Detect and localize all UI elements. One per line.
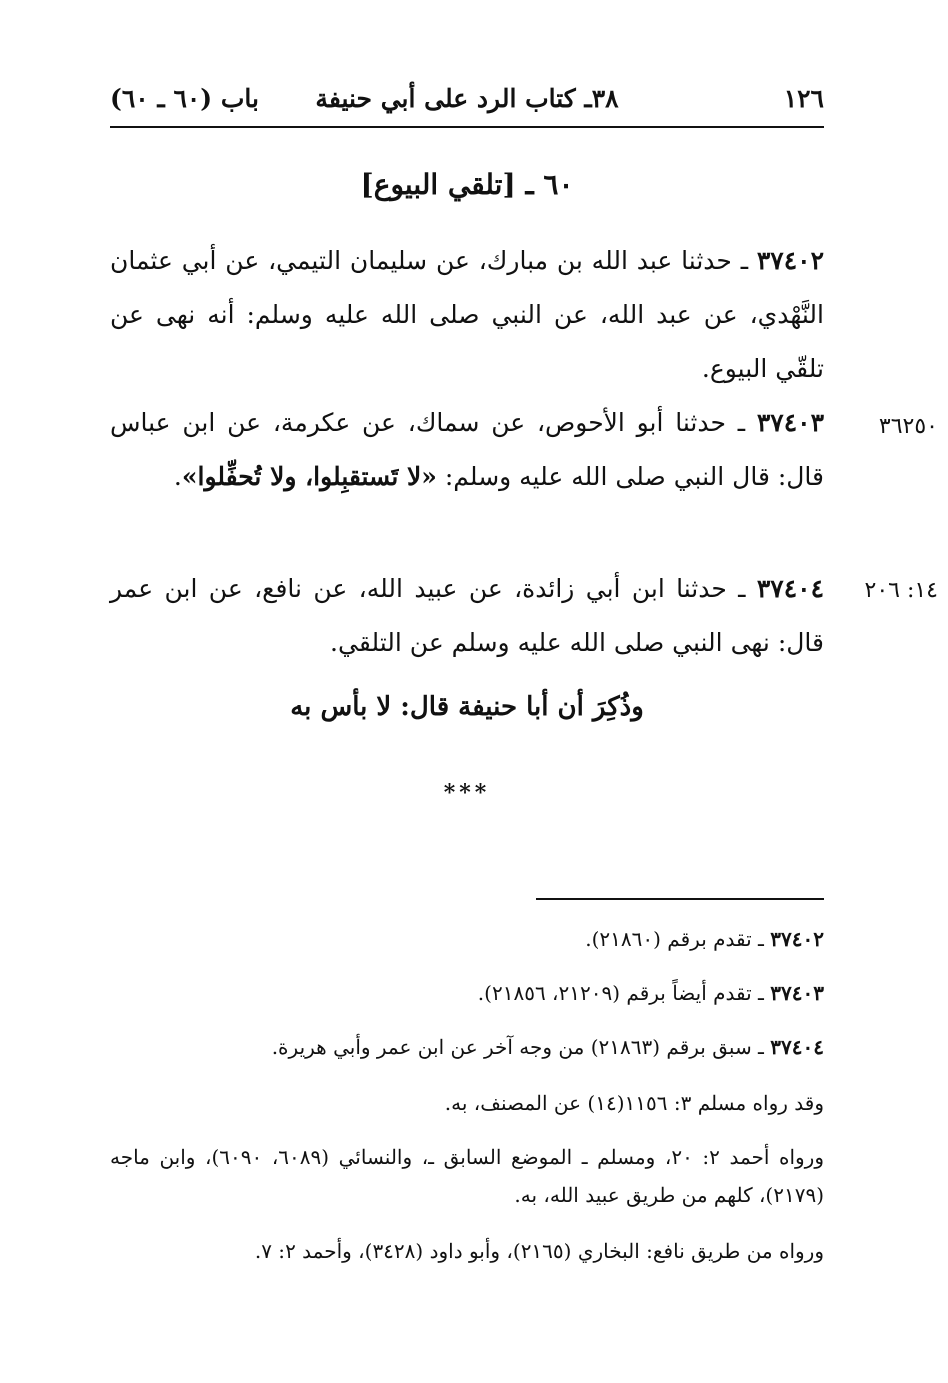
hadith-quote: «لا تَستقبِلوا، ولا تُحفِّلوا» [181,462,437,491]
section-separator: *** [443,780,491,806]
footnote-text: تقدم أيضاً برقم (٢١٢٠٩، ٢١٨٥٦). [477,981,752,1005]
footnote [110,1028,824,1066]
footnote-text: سبق برقم (٢١٨٦٣) من وجه آخر عن ابن عمر وأبي هريرة. [271,1035,752,1059]
hadith-text: حدثنا ابن أبي زائدة، عن عبيد الله، عن نافع، عن ابن عمر قال: نهى النبي صلى الله عليه وسلم عن التلقي. [110,574,824,657]
hadith-number: ٣٧٤٠٢ [756,246,825,275]
page-number: ١٢٦ [783,84,824,113]
margin-reference: ٣٦٢٥٠ [878,414,938,439]
footnote [110,920,824,958]
hadith-number: ٣٧٤٠٤ [756,574,825,603]
footnote-text: تقدم برقم (٢١٨٦٠). [585,927,752,951]
footnote-text: وقد رواه مسلم ٣: ١١٥٦(١٤) عن المصنف، به. [444,1091,824,1115]
running-header [110,84,824,120]
header-rule [110,126,824,128]
footnote-number: ٣٧٤٠٣ [770,981,824,1005]
chapter-title: ٦٠ ـ [تلقي البيوع] [360,168,574,201]
book-title: ٣٨ـ كتاب الرد على أبي حنيفة [315,84,619,113]
hadith-37403 [110,396,824,504]
footnote-rule [536,898,824,900]
footnote-text: ورواه من طريق نافع: البخاري (٢١٦٥)، وأبو داود (٣٤٢٨)، وأحمد ٢: ٧. [254,1239,824,1263]
hadith-text: حدثنا أبو الأحوص، عن سماك، عن عكرمة، عن ابن عباس قال: قال النبي صلى الله عليه وسلم: [110,408,824,491]
footnote [110,974,824,1012]
margin-reference: ١٤: ٢٠٦ [864,578,938,603]
hadith-tail: . [173,462,182,491]
footnote-separator: ـ [751,927,771,951]
chapter-range: باب (٦٠ ـ ٦٠) [110,84,259,113]
hadith-number: ٣٧٤٠٣ [756,408,824,437]
hadith-separator: ـ [731,246,757,275]
hadith-text: حدثنا عبد الله بن مبارك، عن سليمان التيمي، عن أبي عثمان النَّهْدي، عن عبد الله، عن النبي صلى الله عليه وسلم: أنه نهى عن تلقّي البيوع. [110,246,824,383]
footnote-number: ٣٧٤٠٤ [770,1035,824,1059]
footnote-continuation [110,1138,824,1214]
hadith-37404 [110,562,824,670]
footnote-separator: ـ [751,981,771,1005]
footnote-text: ورواه أحمد ٢: ٢٠، ومسلم ـ الموضع السابق ـ، والنسائي (٦٠٨٩، ٦٠٩٠)، وابن ماجه (٢١٧٩)، كلهم من طريق عبيد الله، به. [110,1145,824,1207]
footnote-continuation [110,1084,824,1122]
hadith-separator: ـ [725,408,757,437]
footnote-separator: ـ [751,1035,771,1059]
footnote-continuation [110,1232,824,1270]
footnote-number: ٣٧٤٠٢ [770,927,824,951]
hadith-separator: ـ [726,574,757,603]
hadith-37402 [110,234,824,396]
abu-hanifa-statement: وذُكِرَ أن أبا حنيفة قال: لا بأس به [290,692,644,722]
